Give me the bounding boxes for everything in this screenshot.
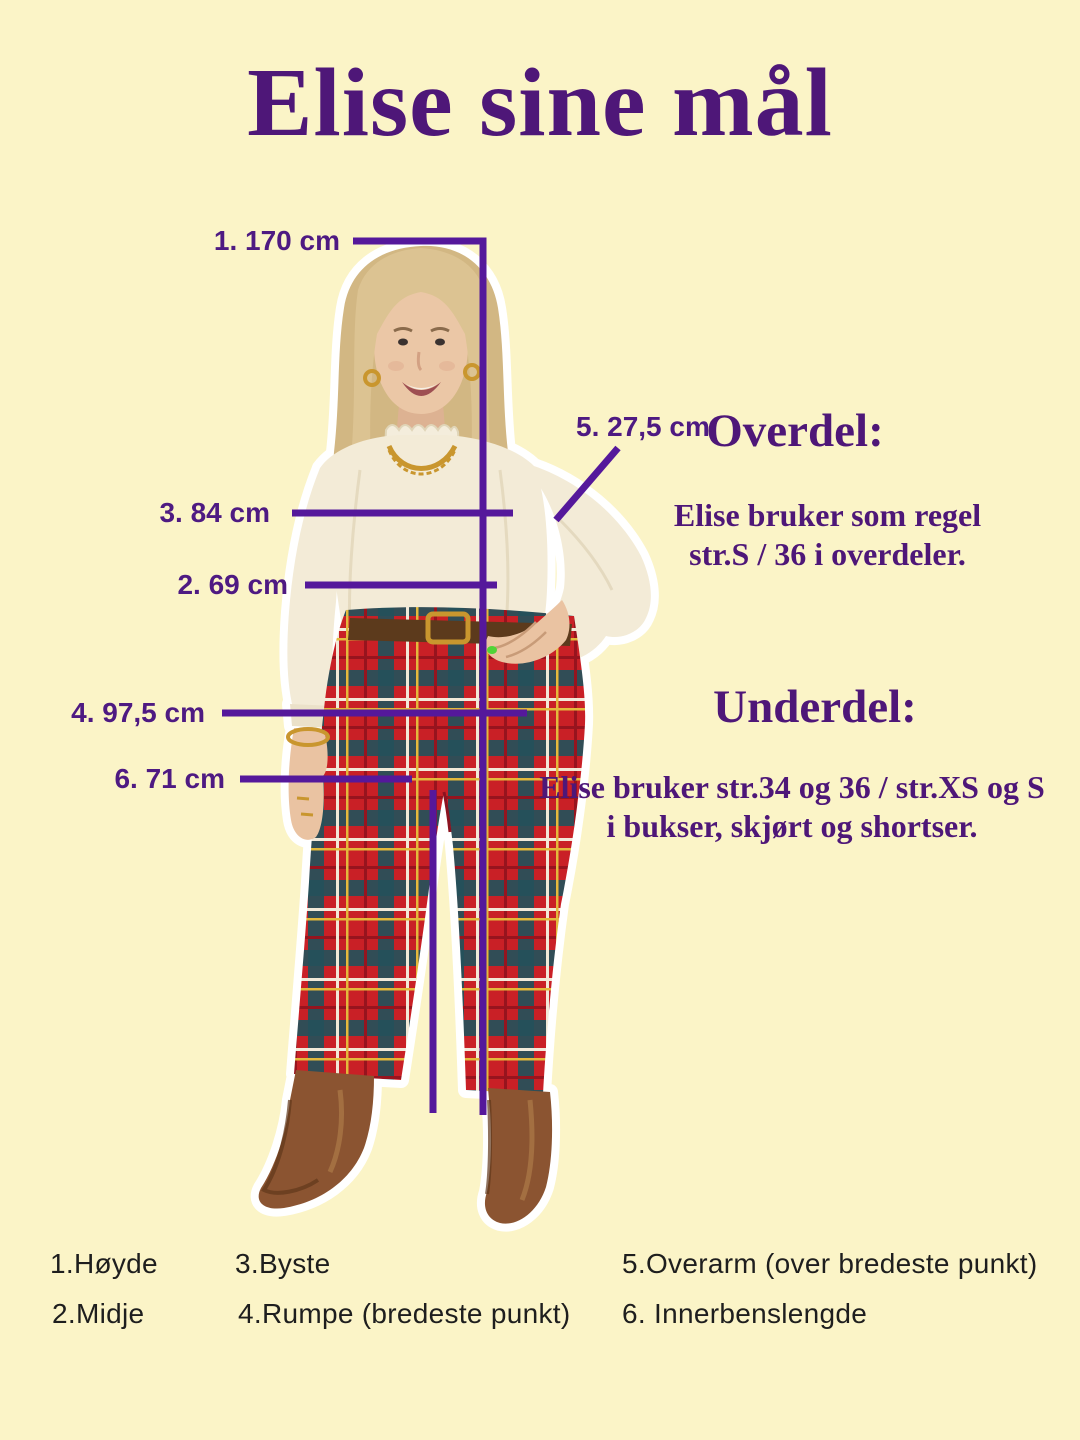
legend-item-rumpe: 4.Rumpe (bredeste punkt) <box>238 1298 571 1329</box>
legend-item-overarm: 5.Overarm (over bredeste punkt) <box>622 1248 1038 1279</box>
overdel-line1: Elise bruker som regel <box>673 497 982 533</box>
legend-item-innerbenslengde: 6. Innerbenslengde <box>622 1298 868 1329</box>
measurement-label-bust: 3. 84 cm <box>159 497 270 528</box>
underdel-line1: Elise bruker str.34 og 36 / str.XS og S <box>539 769 1045 805</box>
underdel-line2: i bukser, skjørt og shortser. <box>606 808 978 845</box>
measurement-label-inseam: 6. 71 cm <box>114 763 225 794</box>
measurement-label-waist: 2. 69 cm <box>177 569 288 600</box>
measurement-label-overarm: 5. 27,5 cm <box>576 411 710 442</box>
legend-item-hoyde: 1.Høyde <box>50 1248 158 1279</box>
overdel-line2: str.S / 36 i overdeler. <box>689 536 966 573</box>
overdel-body <box>610 496 1045 574</box>
green-nail <box>487 646 497 654</box>
measurement-label-hip: 4. 97,5 cm <box>71 697 205 728</box>
legend-item-byste: 3.Byste <box>235 1248 331 1279</box>
measurement-label-height: 1. 170 cm <box>213 225 340 256</box>
overdel-heading: Overdel: <box>706 405 884 457</box>
underdel-heading: Underdel: <box>713 681 917 733</box>
underdel-body <box>512 768 1072 846</box>
legend-item-midje: 2.Midje <box>52 1298 145 1329</box>
page-title: Elise sine mål <box>247 49 833 157</box>
underdel-section <box>630 681 1000 757</box>
overdel-section <box>610 405 980 481</box>
